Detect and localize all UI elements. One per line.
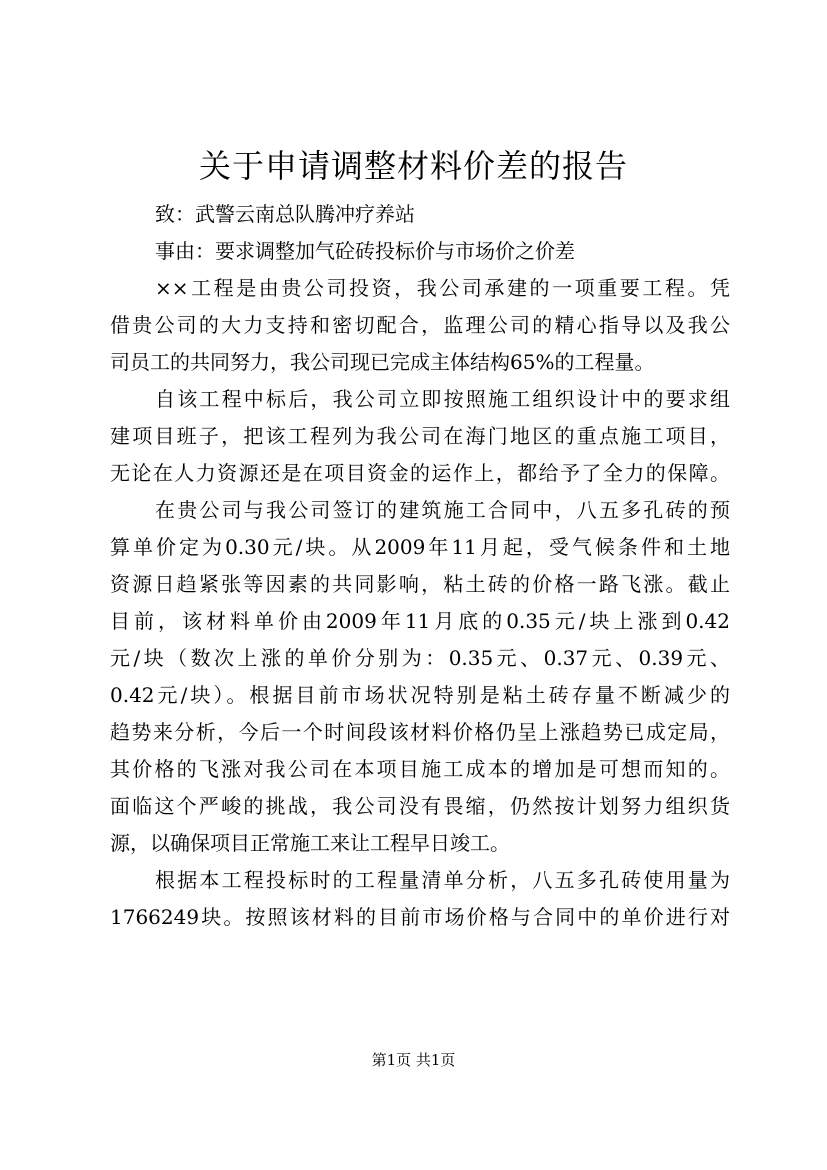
text-line: 0.42元/块）。根据目前市场状况特别是粘土砖存量不断减少的 <box>110 683 730 707</box>
page-footer: 第1页 共1页 <box>371 1051 456 1069</box>
text-line: 资源日趋紧张等因素的共同影响，粘土砖的价格一路飞涨。截止 <box>110 572 730 596</box>
text-line: 无论在人力资源还是在项目资金的运作上，都给予了全力的保障。 <box>110 461 730 485</box>
text-line: 面临这个严峻的挑战，我公司没有畏缩，仍然按计划努力组织货 <box>110 794 730 818</box>
text-line: 1766249块。按照该材料的目前市场价格与合同中的单价进行对 <box>110 905 730 929</box>
document-title: 关于申请调整材料价差的报告 <box>198 147 628 185</box>
text-line: 元/块（数次上涨的单价分别为：0.35元、0.37元、0.39元、 <box>110 646 730 670</box>
text-line: 趋势来分析，今后一个时间段该材料价格仍呈上涨趋势已成定局， <box>110 720 730 744</box>
text-line: 司员工的共同努力，我公司现已完成主体结构65%的工程量。 <box>110 350 655 374</box>
text-line: 事由：要求调整加气砼砖投标价与市场价之价差 <box>155 239 575 263</box>
text-line: 自该工程中标后，我公司立即按照施工组织设计中的要求组 <box>155 387 730 411</box>
text-line: 在贵公司与我公司签订的建筑施工合同中，八五多孔砖的预 <box>155 498 730 522</box>
text-line: 算单价定为0.30元/块。从2009年11月起，受气候条件和土地 <box>110 535 730 559</box>
text-line: ××工程是由贵公司投资，我公司承建的一项重要工程。凭 <box>155 276 730 300</box>
document-body <box>110 196 730 936</box>
text-line: 根据本工程投标时的工程量清单分析，八五多孔砖使用量为 <box>155 868 730 892</box>
text-line: 源，以确保项目正常施工来让工程早日竣工。 <box>110 831 510 855</box>
text-line: 借贵公司的大力支持和密切配合，监理公司的精心指导以及我公 <box>110 313 730 337</box>
text-line: 致：武警云南总队腾冲疗养站 <box>155 202 415 226</box>
text-line: 目前，该材料单价由2009年11月底的0.35元/块上涨到0.42 <box>110 609 730 633</box>
text-line: 建项目班子，把该工程列为我公司在海门地区的重点施工项目， <box>110 424 730 448</box>
text-line: 其价格的飞涨对我公司在本项目施工成本的增加是可想而知的。 <box>110 757 730 781</box>
